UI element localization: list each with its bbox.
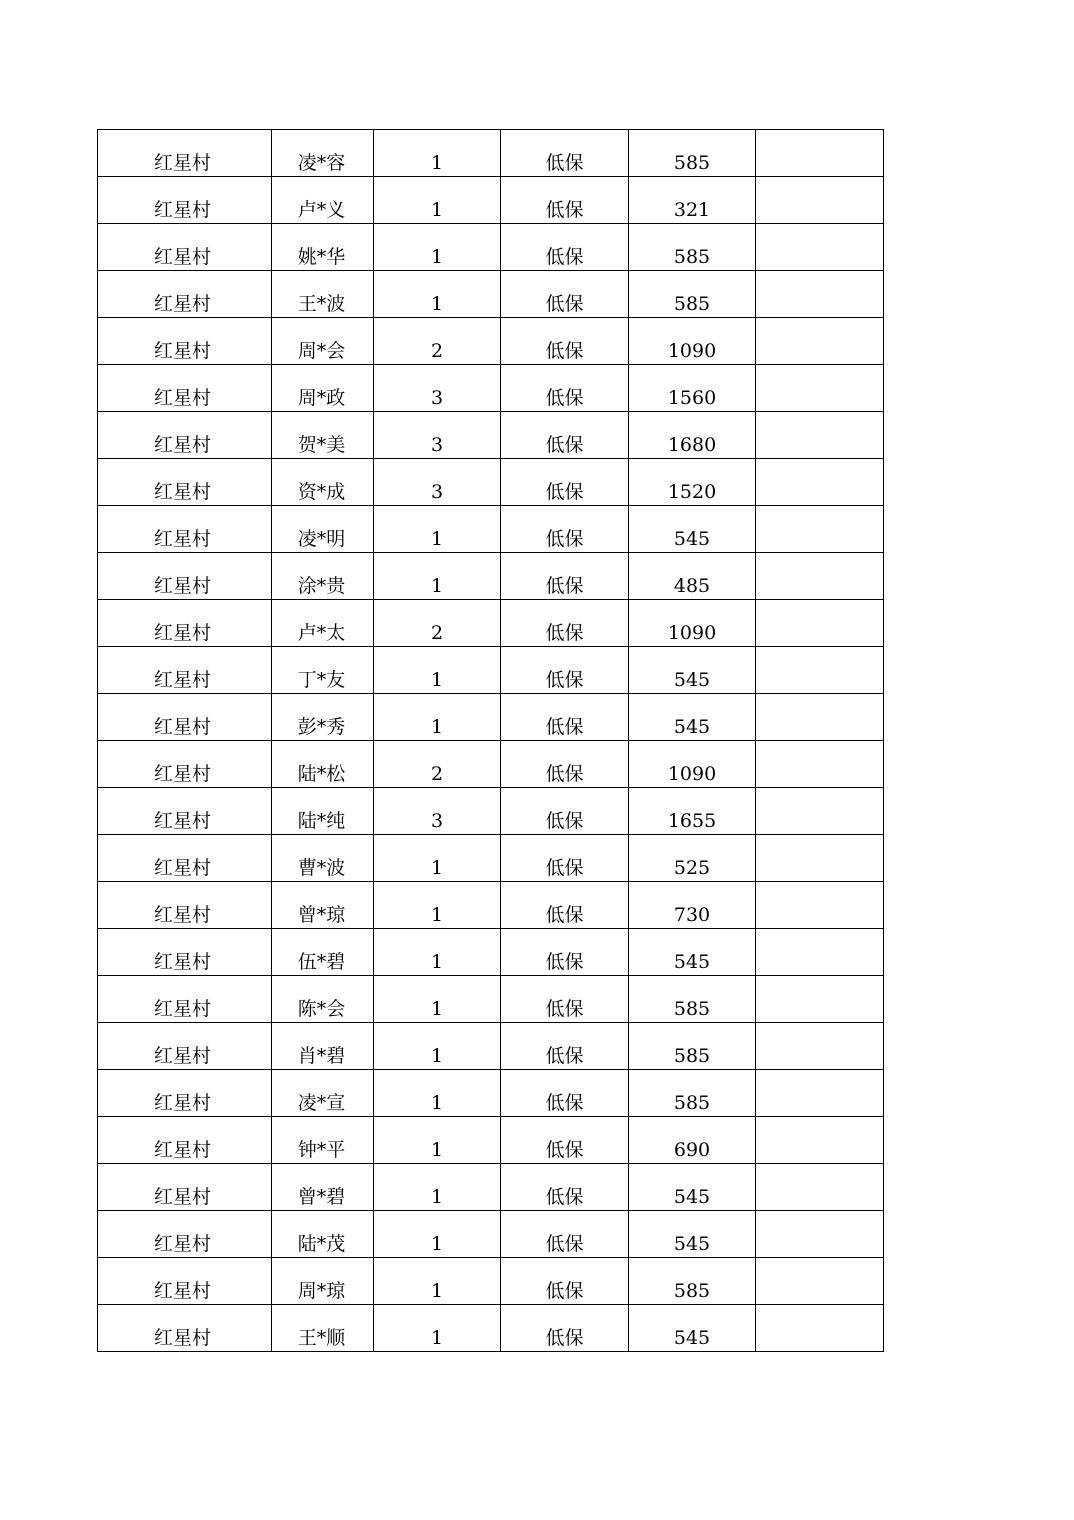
village-cell: 红星村 [98, 459, 272, 506]
household-count-cell: 1 [374, 882, 501, 929]
amount-cell: 1520 [629, 459, 756, 506]
village-cell: 红星村 [98, 1164, 272, 1211]
assistance-type-cell: 低保 [501, 130, 629, 177]
remark-cell [756, 224, 884, 271]
household-count-cell: 1 [374, 1164, 501, 1211]
amount-cell: 545 [629, 694, 756, 741]
amount-cell: 585 [629, 976, 756, 1023]
remark-cell [756, 177, 884, 224]
village-cell: 红星村 [98, 1023, 272, 1070]
household-count-cell: 1 [374, 1070, 501, 1117]
household-count-cell: 1 [374, 1023, 501, 1070]
name-cell: 曾*碧 [272, 1164, 374, 1211]
assistance-type-cell: 低保 [501, 1070, 629, 1117]
amount-cell: 585 [629, 271, 756, 318]
remark-cell [756, 1305, 884, 1352]
amount-cell: 730 [629, 882, 756, 929]
village-cell: 红星村 [98, 1211, 272, 1258]
village-cell: 红星村 [98, 694, 272, 741]
village-cell: 红星村 [98, 506, 272, 553]
table-row [98, 788, 884, 835]
remark-cell [756, 271, 884, 318]
name-cell: 周*会 [272, 318, 374, 365]
name-cell: 陆*茂 [272, 1211, 374, 1258]
assistance-type-cell: 低保 [501, 1211, 629, 1258]
village-cell: 红星村 [98, 976, 272, 1023]
name-cell: 彭*秀 [272, 694, 374, 741]
remark-cell [756, 130, 884, 177]
assistance-type-cell: 低保 [501, 365, 629, 412]
household-count-cell: 3 [374, 412, 501, 459]
household-count-cell: 2 [374, 318, 501, 365]
assistance-type-cell: 低保 [501, 741, 629, 788]
assistance-type-cell: 低保 [501, 600, 629, 647]
table-row [98, 1023, 884, 1070]
amount-cell: 321 [629, 177, 756, 224]
table-row [98, 1305, 884, 1352]
remark-cell [756, 1211, 884, 1258]
name-cell: 周*琼 [272, 1258, 374, 1305]
household-count-cell: 1 [374, 130, 501, 177]
assistance-type-cell: 低保 [501, 788, 629, 835]
household-count-cell: 1 [374, 224, 501, 271]
table-row [98, 835, 884, 882]
household-count-cell: 1 [374, 553, 501, 600]
remark-cell [756, 459, 884, 506]
remark-cell [756, 1070, 884, 1117]
name-cell: 陈*会 [272, 976, 374, 1023]
household-count-cell: 1 [374, 929, 501, 976]
household-count-cell: 2 [374, 741, 501, 788]
name-cell: 姚*华 [272, 224, 374, 271]
remark-cell [756, 882, 884, 929]
remark-cell [756, 835, 884, 882]
assistance-type-cell: 低保 [501, 1164, 629, 1211]
name-cell: 涂*贵 [272, 553, 374, 600]
household-count-cell: 1 [374, 1258, 501, 1305]
remark-cell [756, 929, 884, 976]
table-row [98, 130, 884, 177]
assistance-table [97, 129, 884, 1352]
amount-cell: 545 [629, 506, 756, 553]
assistance-type-cell: 低保 [501, 694, 629, 741]
table-row [98, 412, 884, 459]
amount-cell: 545 [629, 1164, 756, 1211]
amount-cell: 690 [629, 1117, 756, 1164]
household-count-cell: 3 [374, 365, 501, 412]
name-cell: 凌*容 [272, 130, 374, 177]
table-body [98, 130, 884, 1352]
table-row [98, 1164, 884, 1211]
household-count-cell: 1 [374, 506, 501, 553]
name-cell: 卢*义 [272, 177, 374, 224]
assistance-type-cell: 低保 [501, 647, 629, 694]
assistance-type-cell: 低保 [501, 882, 629, 929]
amount-cell: 485 [629, 553, 756, 600]
table-row [98, 1117, 884, 1164]
village-cell: 红星村 [98, 1117, 272, 1164]
household-count-cell: 2 [374, 600, 501, 647]
name-cell: 卢*太 [272, 600, 374, 647]
name-cell: 陆*纯 [272, 788, 374, 835]
amount-cell: 1090 [629, 741, 756, 788]
village-cell: 红星村 [98, 741, 272, 788]
table-row [98, 1211, 884, 1258]
village-cell: 红星村 [98, 1258, 272, 1305]
table-row [98, 694, 884, 741]
table-row [98, 929, 884, 976]
remark-cell [756, 506, 884, 553]
village-cell: 红星村 [98, 177, 272, 224]
table-row [98, 1258, 884, 1305]
amount-cell: 525 [629, 835, 756, 882]
remark-cell [756, 553, 884, 600]
assistance-type-cell: 低保 [501, 1305, 629, 1352]
remark-cell [756, 741, 884, 788]
name-cell: 周*政 [272, 365, 374, 412]
remark-cell [756, 694, 884, 741]
name-cell: 王*顺 [272, 1305, 374, 1352]
village-cell: 红星村 [98, 412, 272, 459]
village-cell: 红星村 [98, 365, 272, 412]
assistance-type-cell: 低保 [501, 271, 629, 318]
village-cell: 红星村 [98, 1305, 272, 1352]
amount-cell: 585 [629, 130, 756, 177]
assistance-type-cell: 低保 [501, 177, 629, 224]
village-cell: 红星村 [98, 647, 272, 694]
remark-cell [756, 647, 884, 694]
table-row [98, 459, 884, 506]
amount-cell: 585 [629, 1258, 756, 1305]
assistance-type-cell: 低保 [501, 412, 629, 459]
name-cell: 陆*松 [272, 741, 374, 788]
remark-cell [756, 600, 884, 647]
remark-cell [756, 1023, 884, 1070]
table-row [98, 506, 884, 553]
name-cell: 肖*碧 [272, 1023, 374, 1070]
household-count-cell: 1 [374, 177, 501, 224]
village-cell: 红星村 [98, 600, 272, 647]
table-row [98, 600, 884, 647]
amount-cell: 1655 [629, 788, 756, 835]
village-cell: 红星村 [98, 835, 272, 882]
assistance-type-cell: 低保 [501, 1258, 629, 1305]
table-row [98, 882, 884, 929]
name-cell: 贺*美 [272, 412, 374, 459]
village-cell: 红星村 [98, 130, 272, 177]
assistance-type-cell: 低保 [501, 835, 629, 882]
household-count-cell: 3 [374, 788, 501, 835]
amount-cell: 1560 [629, 365, 756, 412]
remark-cell [756, 1164, 884, 1211]
remark-cell [756, 1117, 884, 1164]
name-cell: 凌*明 [272, 506, 374, 553]
amount-cell: 1090 [629, 318, 756, 365]
remark-cell [756, 318, 884, 365]
assistance-type-cell: 低保 [501, 929, 629, 976]
household-count-cell: 1 [374, 694, 501, 741]
assistance-type-cell: 低保 [501, 459, 629, 506]
assistance-type-cell: 低保 [501, 1117, 629, 1164]
village-cell: 红星村 [98, 318, 272, 365]
remark-cell [756, 412, 884, 459]
assistance-type-cell: 低保 [501, 318, 629, 365]
household-count-cell: 3 [374, 459, 501, 506]
amount-cell: 545 [629, 929, 756, 976]
name-cell: 王*波 [272, 271, 374, 318]
table-row [98, 976, 884, 1023]
amount-cell: 1680 [629, 412, 756, 459]
amount-cell: 585 [629, 1023, 756, 1070]
remark-cell [756, 976, 884, 1023]
name-cell: 钟*平 [272, 1117, 374, 1164]
name-cell: 丁*友 [272, 647, 374, 694]
table-row [98, 177, 884, 224]
remark-cell [756, 788, 884, 835]
table-row [98, 224, 884, 271]
household-count-cell: 1 [374, 976, 501, 1023]
amount-cell: 545 [629, 1211, 756, 1258]
table-row [98, 741, 884, 788]
table-row [98, 271, 884, 318]
household-count-cell: 1 [374, 271, 501, 318]
name-cell: 曾*琼 [272, 882, 374, 929]
amount-cell: 545 [629, 647, 756, 694]
amount-cell: 1090 [629, 600, 756, 647]
village-cell: 红星村 [98, 788, 272, 835]
amount-cell: 585 [629, 224, 756, 271]
household-count-cell: 1 [374, 1117, 501, 1164]
table-row [98, 318, 884, 365]
village-cell: 红星村 [98, 271, 272, 318]
household-count-cell: 1 [374, 835, 501, 882]
amount-cell: 585 [629, 1070, 756, 1117]
assistance-type-cell: 低保 [501, 553, 629, 600]
remark-cell [756, 365, 884, 412]
household-count-cell: 1 [374, 1305, 501, 1352]
village-cell: 红星村 [98, 882, 272, 929]
amount-cell: 545 [629, 1305, 756, 1352]
village-cell: 红星村 [98, 224, 272, 271]
assistance-type-cell: 低保 [501, 976, 629, 1023]
household-count-cell: 1 [374, 1211, 501, 1258]
name-cell: 曹*波 [272, 835, 374, 882]
village-cell: 红星村 [98, 1070, 272, 1117]
household-count-cell: 1 [374, 647, 501, 694]
remark-cell [756, 1258, 884, 1305]
assistance-type-cell: 低保 [501, 506, 629, 553]
table-row [98, 553, 884, 600]
name-cell: 凌*宣 [272, 1070, 374, 1117]
village-cell: 红星村 [98, 553, 272, 600]
table-row [98, 1070, 884, 1117]
assistance-type-cell: 低保 [501, 1023, 629, 1070]
name-cell: 伍*碧 [272, 929, 374, 976]
table-row [98, 365, 884, 412]
name-cell: 资*成 [272, 459, 374, 506]
village-cell: 红星村 [98, 929, 272, 976]
assistance-type-cell: 低保 [501, 224, 629, 271]
table-row [98, 647, 884, 694]
